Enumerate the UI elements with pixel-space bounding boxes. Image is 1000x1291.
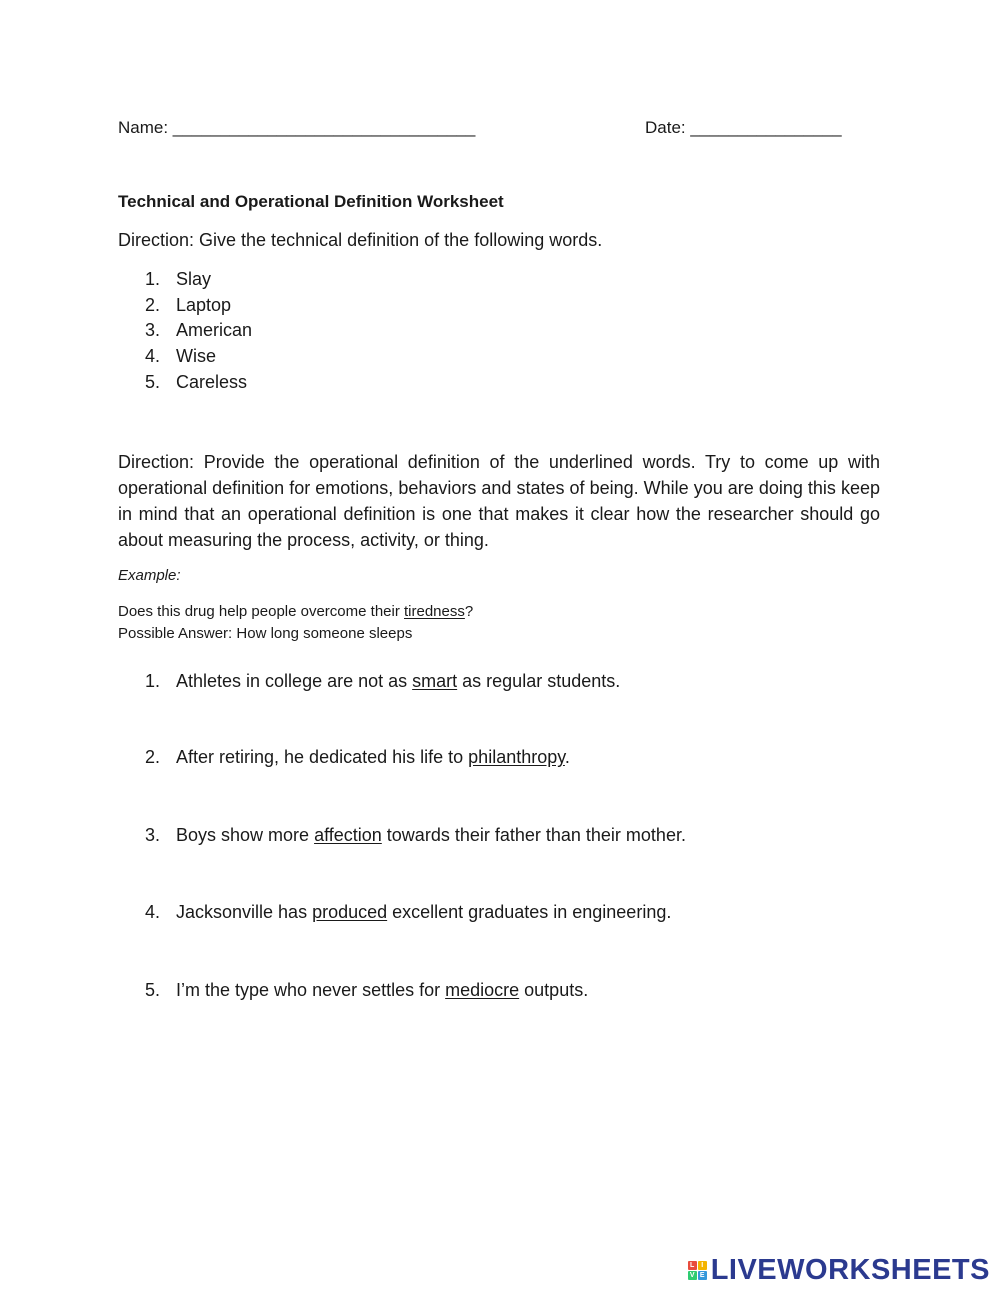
list-item: 2. Laptop [144, 295, 232, 315]
word-laptop: Laptop [176, 295, 232, 315]
underlined-word: smart [412, 671, 458, 691]
worksheet-title: Technical and Operational Definition Worksheet [118, 192, 504, 211]
word-american: American [176, 320, 253, 340]
example-question: Does this drug help people overcome their tiredness? [118, 603, 474, 620]
underlined-word: affection [314, 825, 382, 845]
underlined-word: mediocre [445, 980, 520, 1000]
live-blocks-icon [688, 1261, 707, 1280]
word-slay: Slay [176, 269, 212, 289]
logo-block-e: E [698, 1271, 707, 1280]
underlined-word: produced [312, 902, 388, 922]
word-wise: Wise [176, 346, 216, 366]
section1-direction: Direction: Give the technical definition of the following words. [118, 230, 603, 250]
section2-direction: Direction: Provide the operational definition of the underlined words. Try to come up with operational definition for emotions, behaviors and states of being. While you are doing this keep in mind that an operational definition is one that makes it clear how the researcher should go about measuring the process, activity, or thing. [118, 452, 880, 550]
list-item: 3. American [144, 320, 253, 340]
list-item: 1. Slay [144, 269, 212, 289]
logo-block-l: L [688, 1261, 697, 1270]
word-careless: Careless [176, 372, 248, 392]
list-item: 1. Athletes in college are not as smart as regular students. [144, 671, 621, 691]
underlined-word: philanthropy [468, 747, 565, 767]
name-field-label: Name: ________________________________ [118, 118, 476, 137]
example-label: Example: [118, 567, 181, 584]
date-field-label: Date: ________________ [645, 118, 842, 137]
logo-block-v: V [688, 1271, 697, 1280]
brand-text: LIVEWORKSHEETS [710, 1254, 990, 1286]
underlined-word: tiredness [404, 603, 465, 620]
list-item: 5. Careless [144, 372, 248, 392]
list-item: 2. After retiring, he dedicated his life to philanthropy. [144, 747, 570, 767]
example-answer: Possible Answer: How long someone sleeps [118, 625, 413, 642]
list-item: 3. Boys show more affection towards their father than their mother. [144, 825, 686, 845]
logo-block-i: I [698, 1261, 707, 1270]
list-item: 4. Wise [144, 346, 216, 366]
list-item: 5. I’m the type who never settles for mediocre outputs. [144, 980, 589, 1000]
liveworksheets-logo[interactable] [688, 1254, 990, 1287]
list-item: 4. Jacksonville has produced excellent graduates in engineering. [144, 902, 672, 922]
